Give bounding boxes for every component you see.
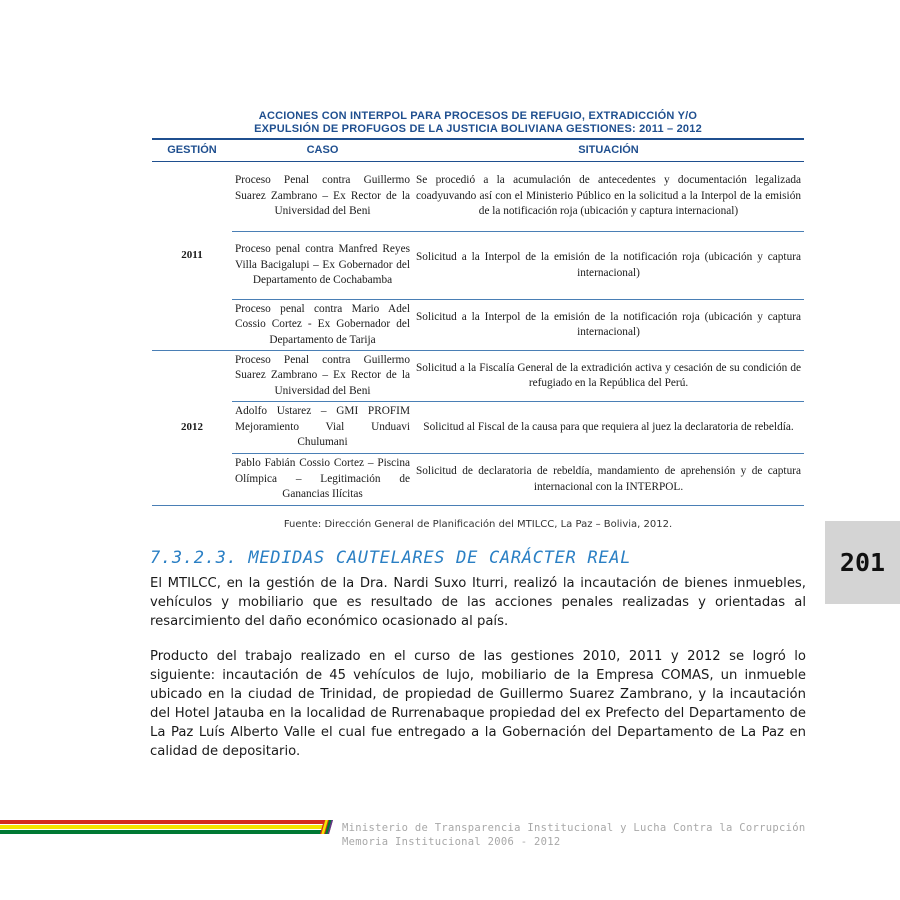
header-gestion: GESTIÓN [152,141,232,162]
year-cell-2012: 2012 [152,351,232,506]
caso-cell: Proceso penal contra Mario Adel Cossio Cortez - Ex Gobernador del Departamento de Tarija [232,300,413,351]
paragraph-1: El MTILCC, en la gestión de la Dra. Nardi Suxo Iturri, realizó la incautación de bienes inmuebles, vehículos y mobiliario que es resultado de las acciones penales realizadas y orientadas al resarcimiento del daño económico ocasionado al país. [150,576,806,629]
interpol-actions-table [152,141,804,506]
wiphala-emblem-icon [320,820,333,834]
situacion-cell: Solicitud a la Interpol de la emisión de la notificación roja (ubicación y captura internacional) [413,300,804,351]
flag-stripes [0,820,326,834]
situacion-cell: Solicitud al Fiscal de la causa para que requiera al juez la declaratoria de rebeldía. [413,402,804,454]
caso-cell: Pablo Fabián Cossio Cortez – Piscina Olímpica – Legitimación de Ganancias Ilícitas [232,454,413,506]
table-row [152,300,804,351]
table-title-line-2: EXPULSIÓN DE PROFUGOS DE LA JUSTICIA BOLIVIANA GESTIONES: 2011 – 2012 [254,123,702,135]
table-row [152,162,804,232]
flag-stripe-red [0,820,326,824]
table-title-line-1: ACCIONES CON INTERPOL PARA PROCESOS DE REFUGIO, EXTRADICCIÓN Y/O [258,110,698,122]
page-number: 201 [839,548,886,577]
footer [342,821,806,849]
situacion-cell: Solicitud a la Fiscalía General de la extradición activa y cesación de su condición de refugiado en la República del Perú. [413,351,804,402]
section-heading: 7.3.2.3. MEDIDAS CAUTELARES DE CARÁCTER REAL [150,548,632,568]
flag-stripe-yellow [0,825,326,829]
caso-cell: Proceso penal contra Manfred Reyes Villa Bacigalupi – Ex Gobernador del Departamento de Cochabamba [232,232,413,300]
flag-stripe-green [0,830,326,834]
table-row [152,454,804,506]
footer-ministry: Ministerio de Transparencia Institucional y Lucha Contra la Corrupción [342,822,806,834]
page-number-tab [825,521,900,604]
table-row [152,351,804,402]
caso-cell: Proceso Penal contra Guillermo Suarez Zambrano – Ex Rector de la Universidad del Beni [232,162,413,232]
footer-memoria: Memoria Institucional 2006 - 2012 [342,836,561,848]
caso-cell: Adolfo Ustarez – GMI PROFIM Mejoramiento Vial Unduavi Chulumani [232,402,413,454]
header-caso: CASO [232,141,413,162]
table-title [152,110,804,136]
table-top-rule [152,138,804,140]
paragraph-2: Producto del trabajo realizado en el curso de las gestiones 2010, 2011 y 2012 se logró lo siguiente: incautación de 45 vehículos de lujo, mobiliario de la Empresa COMAS, un inmueble ubicado en la ciudad de Trinidad, de propiedad de Guillermo Suarez Zambrano, y la incautación del Hotel Jatauba en la localidad de Rurrenabaque propiedad del ex Prefecto del Departamento de La Paz Luís Alberto Valle el cual fue entregado a la Gobernación del Departamento de La Paz en calidad de depositario. [150,649,806,759]
caso-cell: Proceso Penal contra Guillermo Suarez Zambrano – Ex Rector de la Universidad del Beni [232,351,413,402]
table-row [152,232,804,300]
table-source-note: Fuente: Dirección General de Planificación del MTILCC, La Paz – Bolivia, 2012. [283,519,673,530]
header-situacion: SITUACIÓN [413,141,804,162]
situacion-cell: Se procedió a la acumulación de antecedentes y documentación legalizada coadyuvando así con el Ministerio Público en la solicitud a la Interpol de la emisión de la notificación roja (ubicación y captura internacional) [413,162,804,232]
situacion-cell: Solicitud a la Interpol de la emisión de la notificación roja (ubicación y captura internacional) [413,232,804,300]
year-cell-2011: 2011 [152,162,232,351]
table-header-row [152,141,804,162]
table-row [152,402,804,454]
situacion-cell: Solicitud de declaratoria de rebeldía, mandamiento de aprehensión y de captura internacional con la INTERPOL. [413,454,804,506]
